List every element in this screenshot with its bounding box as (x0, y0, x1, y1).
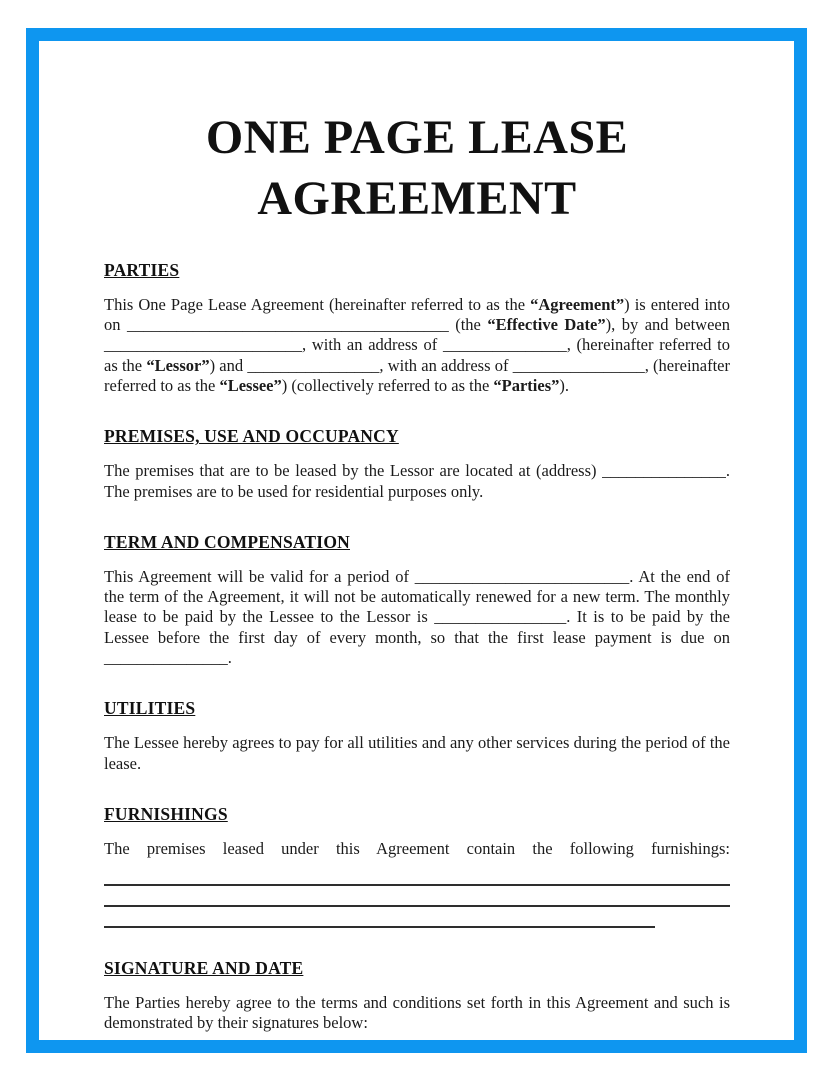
page-title: ONE PAGE LEASE AGREEMENT (205, 111, 629, 226)
bold-term: “Lessor” (146, 355, 210, 375)
text-run: ), by and between (605, 315, 730, 335)
blank-field: _______________ (442, 335, 567, 355)
section-parties (104, 260, 730, 396)
text-run: . The premises are to be used for residential purposes only. (104, 461, 730, 501)
blank-field: ________________ (512, 355, 645, 375)
text-run: The premises that are to be leased by the Lessor are located at (address) (104, 461, 603, 481)
blank-field: ________________________ (104, 335, 302, 355)
parties-paragraph (104, 295, 730, 396)
text-run: The Lessee hereby agrees to pay for all utilities and any other services during the period of the lease. (104, 733, 730, 773)
text-run: . At the end of the term of the Agreement, it will not be automatically renewed for a new term. The monthly lease to be paid by the Lessee to the Lessor is (104, 566, 730, 627)
blank-field: ________________ (434, 607, 567, 627)
blank-field: _______________ (602, 461, 726, 481)
utilities-paragraph (104, 733, 730, 774)
section-heading-premises: PREMISES, USE AND OCCUPANCY (104, 426, 399, 447)
text-run: The Parties hereby agree to the terms and conditions set forth in this Agreement and such is demonstrated by their signatures below: (104, 993, 730, 1033)
text-run: , (hereinafter referred to as the (104, 335, 730, 375)
lease-document (39, 41, 794, 1034)
furnishings-blank-lines (104, 865, 730, 928)
section-heading-term-compensation: TERM AND COMPENSATION (104, 531, 350, 552)
blank-field: _______________ (104, 647, 228, 667)
text-run: The premises leased under this Agreement contain the following furnishings: (104, 838, 730, 858)
signature-date-paragraph (104, 993, 730, 1034)
text-run: ) and (209, 355, 248, 375)
furnishings-blank-line (104, 907, 655, 928)
bold-term: “Lessee” (219, 376, 282, 395)
text-run: ). (559, 376, 570, 395)
section-heading-utilities: UTILITIES (104, 698, 196, 719)
blank-field: __________________________ (414, 566, 630, 586)
text-run: , with an address of (379, 355, 513, 375)
page-frame (26, 28, 807, 1053)
section-heading-parties: PARTIES (104, 259, 180, 280)
text-run: . (227, 647, 232, 667)
blank-field: ________________ (247, 355, 380, 375)
text-run: , (hereinafter referred to as the (104, 355, 731, 395)
section-heading-furnishings: FURNISHINGS (104, 803, 228, 824)
blank-field: _______________________________________ (126, 315, 449, 335)
furnishings-paragraph (104, 839, 730, 859)
text-run: This Agreement will be valid for a period of (104, 566, 415, 586)
term-compensation-paragraph (104, 567, 730, 668)
section-term-compensation (104, 532, 730, 668)
text-run: , with an address of (302, 335, 443, 355)
text-run: (the (448, 315, 488, 335)
bold-term: “Agreement” (530, 294, 625, 314)
section-furnishings (104, 804, 730, 928)
furnishings-blank-line (104, 865, 730, 886)
text-run: . It is to be paid by the Lessee before the first day of every month, so that the first lease payment is due on (104, 607, 731, 647)
text-run: This One Page Lease Agreement (hereinafter referred to as the (104, 294, 531, 314)
premises-paragraph (104, 461, 730, 502)
section-signature-date (104, 958, 730, 1034)
section-utilities (104, 698, 730, 774)
text-run: ) is entered into on (104, 294, 731, 335)
section-premises (104, 426, 730, 502)
furnishings-blank-line (104, 886, 730, 907)
bold-term: “Effective Date” (487, 315, 606, 335)
section-heading-signature-date: SIGNATURE AND DATE (104, 958, 304, 979)
bold-term: “Parties” (493, 376, 560, 395)
text-run: ) (collectively referred to as the (281, 376, 494, 395)
